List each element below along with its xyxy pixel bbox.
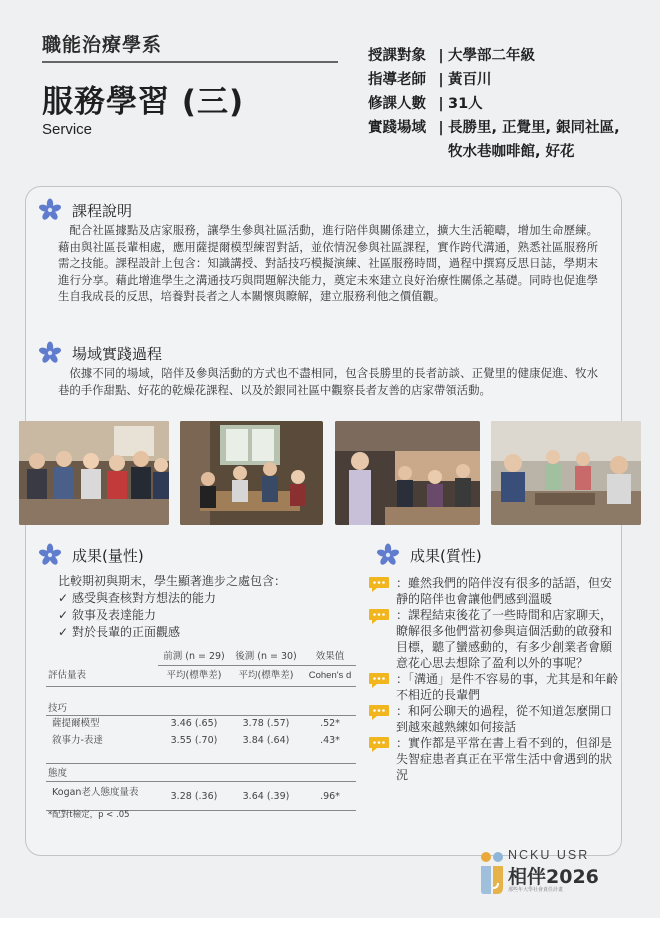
table-divider bbox=[158, 665, 356, 666]
column-header: Cohen's d bbox=[308, 670, 352, 681]
table-divider bbox=[46, 781, 356, 782]
table-cell: 敘事力-表達 bbox=[52, 735, 103, 746]
table-note-text: *配對t檢定，p < .05 bbox=[48, 810, 130, 820]
flower-icon bbox=[38, 341, 62, 365]
info-value: 大學部二年級 bbox=[448, 48, 535, 64]
group-label: 態度 bbox=[48, 768, 68, 779]
quant-heading bbox=[38, 543, 144, 567]
quote-item bbox=[368, 575, 618, 607]
quote-item bbox=[368, 735, 618, 783]
table-subheader-row bbox=[46, 669, 354, 683]
section-title: 成果(量性) bbox=[72, 546, 144, 565]
column-header: 前測 (n = 29) bbox=[163, 651, 225, 662]
table-row bbox=[46, 787, 354, 801]
table-row bbox=[46, 734, 354, 748]
qualitative-quotes bbox=[368, 575, 618, 783]
field-process-heading bbox=[38, 341, 162, 365]
table-group-label bbox=[46, 702, 354, 716]
quote-text: ：和阿公聊天的過程，從不知道怎麼開口到越來越熟練如何接話 bbox=[396, 704, 613, 734]
qual-heading bbox=[376, 543, 482, 567]
table-cell: 3.28 (.36) bbox=[170, 791, 218, 802]
quote-item bbox=[368, 607, 618, 671]
table-cell: 3.55 (.70) bbox=[170, 735, 218, 746]
info-label: 授課對象 bbox=[368, 48, 426, 64]
table-cell: 3.46 (.65) bbox=[170, 718, 218, 729]
usr-emblem-icon bbox=[478, 850, 506, 898]
info-row-sites bbox=[368, 116, 620, 140]
info-separator: | bbox=[438, 120, 444, 136]
check-icon: ✓ bbox=[58, 608, 69, 622]
course-info bbox=[368, 44, 620, 164]
column-header: 平均(標準差) bbox=[238, 670, 294, 681]
usr-title: NCKU USR bbox=[508, 848, 590, 862]
info-row-audience bbox=[368, 44, 620, 68]
course-title: 服務學習 (三) bbox=[42, 84, 245, 120]
flower-icon bbox=[376, 543, 400, 567]
table-divider bbox=[46, 763, 356, 764]
section-title: 課程說明 bbox=[72, 201, 133, 220]
column-header: 效果值 bbox=[315, 651, 345, 662]
department-name: 職能治療學系 bbox=[42, 34, 163, 56]
table-row bbox=[46, 717, 354, 731]
column-header: 後測 (n = 30) bbox=[235, 651, 297, 662]
table-cell: 3.78 (.57) bbox=[242, 718, 290, 729]
course-desc-heading bbox=[38, 198, 132, 222]
list-item-text: 對於長輩的正面觀感 bbox=[72, 625, 181, 639]
photo-dessert-workshop bbox=[335, 421, 480, 525]
table-divider bbox=[46, 686, 356, 687]
speech-bubble-icon bbox=[368, 704, 390, 721]
photo-health-promotion bbox=[180, 421, 323, 525]
table-cell: 薩提爾模型 bbox=[52, 718, 100, 729]
list-item-text: 敘事及表達能力 bbox=[72, 608, 157, 622]
info-label: 指導老師 bbox=[368, 72, 426, 88]
quote-text: ：「溝通」是件不容易的事，尤其是和年齡不相近的長輩們 bbox=[396, 672, 619, 702]
photo-shop-activity bbox=[491, 421, 641, 525]
quant-intro: 比較期初與期末，學生顯著進步之處包含： bbox=[58, 574, 287, 588]
quote-item bbox=[368, 703, 618, 735]
speech-bubble-icon bbox=[368, 608, 390, 625]
info-label: 實踐場域 bbox=[368, 120, 426, 136]
list-item bbox=[58, 590, 216, 607]
info-separator: | bbox=[438, 48, 444, 64]
info-separator: | bbox=[438, 72, 444, 88]
title-divider bbox=[42, 61, 338, 63]
info-value: 31人 bbox=[448, 96, 483, 112]
table-cell: 3.84 (.64) bbox=[242, 735, 290, 746]
group-label: 技巧 bbox=[48, 703, 68, 714]
list-item bbox=[58, 624, 216, 641]
info-label: 修課人數 bbox=[368, 96, 426, 112]
table-cell: .52* bbox=[320, 718, 340, 729]
flower-icon bbox=[38, 198, 62, 222]
flower-icon bbox=[38, 543, 62, 567]
info-row-enrollment bbox=[368, 92, 620, 116]
info-separator: | bbox=[438, 96, 444, 112]
info-value: 長勝里, 正覺里, 銀同社區, bbox=[448, 120, 620, 136]
info-value: 黃百川 bbox=[448, 72, 492, 88]
table-cell: .43* bbox=[320, 735, 340, 746]
quote-item bbox=[368, 671, 618, 703]
course-subtitle: Service bbox=[42, 121, 93, 138]
check-icon: ✓ bbox=[58, 625, 69, 639]
speech-bubble-icon bbox=[368, 576, 390, 593]
list-item bbox=[58, 607, 216, 624]
table-group-label bbox=[46, 767, 354, 781]
info-row-sites-cont bbox=[368, 140, 620, 164]
quote-text: ：雖然我們的陪伴沒有很多的話語，但安靜的陪伴也會讓他們感到溫暖 bbox=[396, 576, 613, 606]
column-header: 評估量表 bbox=[48, 670, 87, 681]
table-divider bbox=[46, 715, 356, 716]
speech-bubble-icon bbox=[368, 736, 390, 753]
check-icon: ✓ bbox=[58, 591, 69, 605]
info-row-teacher bbox=[368, 68, 620, 92]
photo-interview bbox=[19, 421, 169, 525]
table-cell: Kogan老人態度量表 bbox=[52, 787, 139, 798]
course-desc-text: 配合社區據點及店家服務，讓學生參與社區活動，進行陪伴與關係建立，擴大生活範疇，增加生命歷練。藉由與社區長輩相處，應用薩提爾模型練習對話，並依情況參與社區課程，實作跨代溝通，熟悉社區服務所需之技能。課程設計上包含：知識講授、對話技巧模擬演練、社區服務時間，過程中撰寫反思日誌，學期末進行分享。藉此增進學生之溝通技巧與問題解決能力，奠定未來建立良好治療性關係之基礎。同時也促進學生自我成長的反思，培養對長者之人本關懷與瞭解，建立服務利他之價值觀。 bbox=[58, 223, 598, 303]
usr-name: 相伴2026 bbox=[508, 866, 599, 888]
list-item-text: 感受與查核對方想法的能力 bbox=[72, 591, 217, 605]
ncku-usr-logo bbox=[478, 848, 628, 898]
table-cell: 3.64 (.39) bbox=[242, 791, 290, 802]
table-cell: .96* bbox=[320, 791, 340, 802]
section-title: 成果(質性) bbox=[410, 546, 482, 565]
info-value-continued: 牧水巷咖啡館, 好花 bbox=[448, 144, 575, 160]
speech-bubble-icon bbox=[368, 672, 390, 689]
table-header-row bbox=[46, 650, 354, 664]
usr-tagline: 那些年大學社會責任計畫 bbox=[508, 887, 564, 893]
section-title: 場域實踐過程 bbox=[72, 344, 163, 363]
quote-text: ：課程結束後花了一些時間和店家聊天，瞭解很多他們當初參與這個活動的啟發和目標，聽了蠻感動的，有多少創業者會願意花心思去想除了盈利以外的事呢？ bbox=[396, 608, 613, 670]
column-header: 平均(標準差) bbox=[166, 670, 222, 681]
table-note bbox=[46, 808, 354, 822]
improvement-list bbox=[58, 590, 216, 641]
field-process-text: 依據不同的場域，陪伴及參與活動的方式也不盡相同，包含長勝里的長者訪談、正覺里的健康促進、牧水巷的手作甜點、好花的乾燥花課程、以及於銀同社區中觀察長者友善的店家帶領活動。 bbox=[58, 366, 598, 397]
quote-text: ：實作都是平常在書上看不到的，但卻是失智症患者真正在平常生活中會遇到的狀況 bbox=[396, 736, 613, 782]
